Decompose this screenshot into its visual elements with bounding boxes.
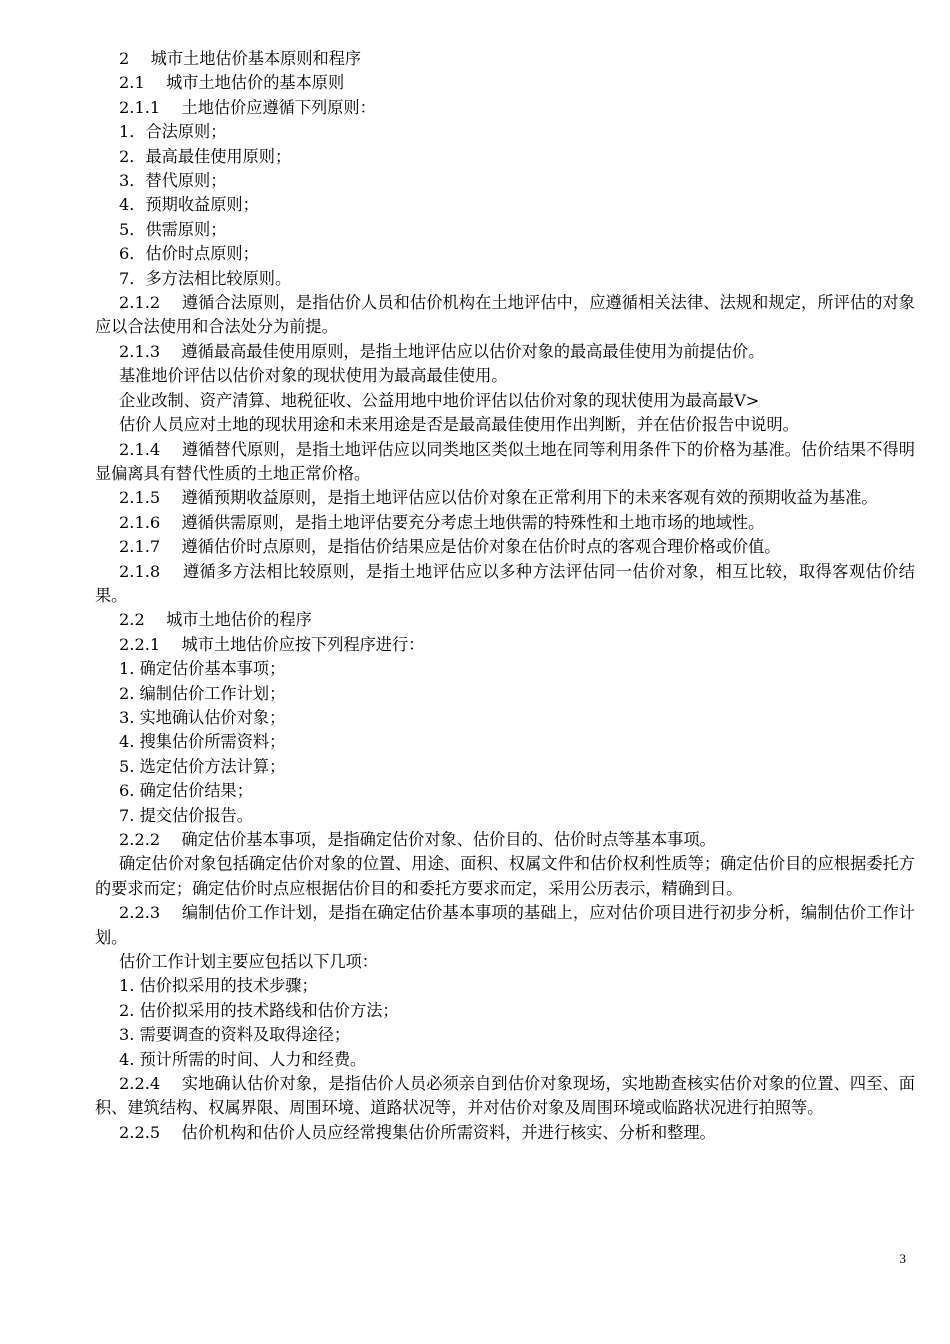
list-item: 3. 需要调查的资料及取得途径；: [119, 1025, 351, 1045]
list-item: 5．供需原则；: [119, 219, 227, 239]
paragraph: 2.2.5 估价机构和估价人员应经常搜集估价所需资料，并进行核实、分析和整理。: [119, 1122, 716, 1142]
paragraph: 2.1.5 遵循预期收益原则，是指土地评估应以估价对象在正常利用下的未来客观有效的预期收益为基准。: [119, 488, 878, 508]
paragraph: 2.1 城市土地估价的基本原则: [119, 73, 345, 93]
paragraph: 2.1.4 遵循替代原则，是指土地评估应以同类地区类似土地在同等利用条件下的价格为基准。估价结果不得明显偏离具有替代性质的土地正常价格。: [95, 439, 915, 483]
list-item: 2. 编制估价工作计划；: [119, 683, 286, 703]
paragraph: 2.1.6 遵循供需原则，是指土地评估要充分考虑土地供需的特殊性和土地市场的地域性。: [119, 512, 765, 532]
paragraph: 估价工作计划主要应包括以下几项：: [119, 952, 378, 972]
paragraph: 2.2 城市土地估价的程序: [119, 610, 312, 630]
list-item: 3. 实地确认估价对象；: [119, 707, 286, 727]
paragraph: 企业改制、资产清算、地税征收、公益用地中地价评估以估价对象的现状使用为最高最V>: [119, 390, 760, 410]
document-body: [95, 47, 915, 1145]
list-item: 6. 确定估价结果；: [119, 781, 253, 801]
list-item: 1. 估价拟采用的技术步骤；: [119, 976, 318, 996]
page-number: 3: [899, 1251, 906, 1266]
paragraph: 确定估价对象包括确定估价对象的位置、用途、面积、权属文件和估价权利性质等；确定估价目的应根据委托方的要求而定；确定估价时点应根据估价目的和委托方要求而定，采用公历表示，精确到日。: [95, 854, 915, 898]
paragraph: 2 城市土地估价基本原则和程序: [119, 49, 362, 68]
paragraph: 2.2.4 实地确认估价对象，是指估价人员必须亲自到估价对象现场，实地勘查核实估价对象的位置、四至、面积、建筑结构、权属界限、周围环境、道路状况等，并对估价对象及周围环境或临路状况进行拍照等。: [95, 1074, 915, 1118]
paragraph: 2.2.2 确定估价基本事项，是指确定估价对象、估价目的、估价时点等基本事项。: [119, 830, 716, 849]
paragraph: 2.1.1 土地估价应遵循下列原则：: [119, 97, 376, 117]
paragraph: 2.2.1 城市土地估价应按下列程序进行：: [119, 634, 425, 654]
list-item: 2．最高最佳使用原则；: [119, 146, 292, 166]
paragraph: 2.2.3 编制估价工作计划，是指在确定估价基本事项的基础上，应对估价项目进行初步分析，编制估价工作计划。: [95, 903, 915, 947]
paragraph: 2.1.7 遵循估价时点原则，是指估价结果应是估价对象在估价时点的客观合理价格或价值。: [119, 537, 781, 557]
list-item: 6．估价时点原则；: [119, 244, 259, 264]
paragraph: 基准地价评估以估价对象的现状使用为最高最佳使用。: [119, 366, 508, 386]
list-item: 7．多方法相比较原则。: [119, 268, 292, 288]
paragraph: 2.1.8 遵循多方法相比较原则，是指土地评估应以多种方法评估同一估价对象，相互比较，取得客观估价结果。: [95, 561, 915, 605]
paragraph: 2.1.3 遵循最高最佳使用原则，是指土地评估应以估价对象的最高最佳使用为前提估价。: [119, 341, 765, 361]
paragraph: 估价人员应对土地的现状用途和未来用途是否是最高最佳使用作出判断，并在估价报告中说明。: [119, 415, 799, 435]
list-item: 7. 提交估价报告。: [119, 805, 253, 825]
list-item: 1. 确定估价基本事项；: [119, 659, 286, 679]
list-item: 4. 预计所需的时间、人力和经费。: [119, 1049, 367, 1069]
list-item: 2. 估价拟采用的技术路线和估价方法；: [119, 1000, 399, 1020]
list-item: 4．预期收益原则；: [119, 195, 259, 215]
list-item: 4. 搜集估价所需资料；: [119, 732, 286, 752]
paragraph: 2.1.2 遵循合法原则，是指估价人员和估价机构在土地评估中，应遵循相关法律、法规和规定，所评估的对象应以合法使用和合法处分为前提。: [95, 293, 915, 337]
list-item: 3．替代原则；: [119, 171, 227, 191]
list-item: 5. 选定估价方法计算；: [119, 756, 286, 776]
list-item: 1．合法原则；: [119, 122, 227, 142]
